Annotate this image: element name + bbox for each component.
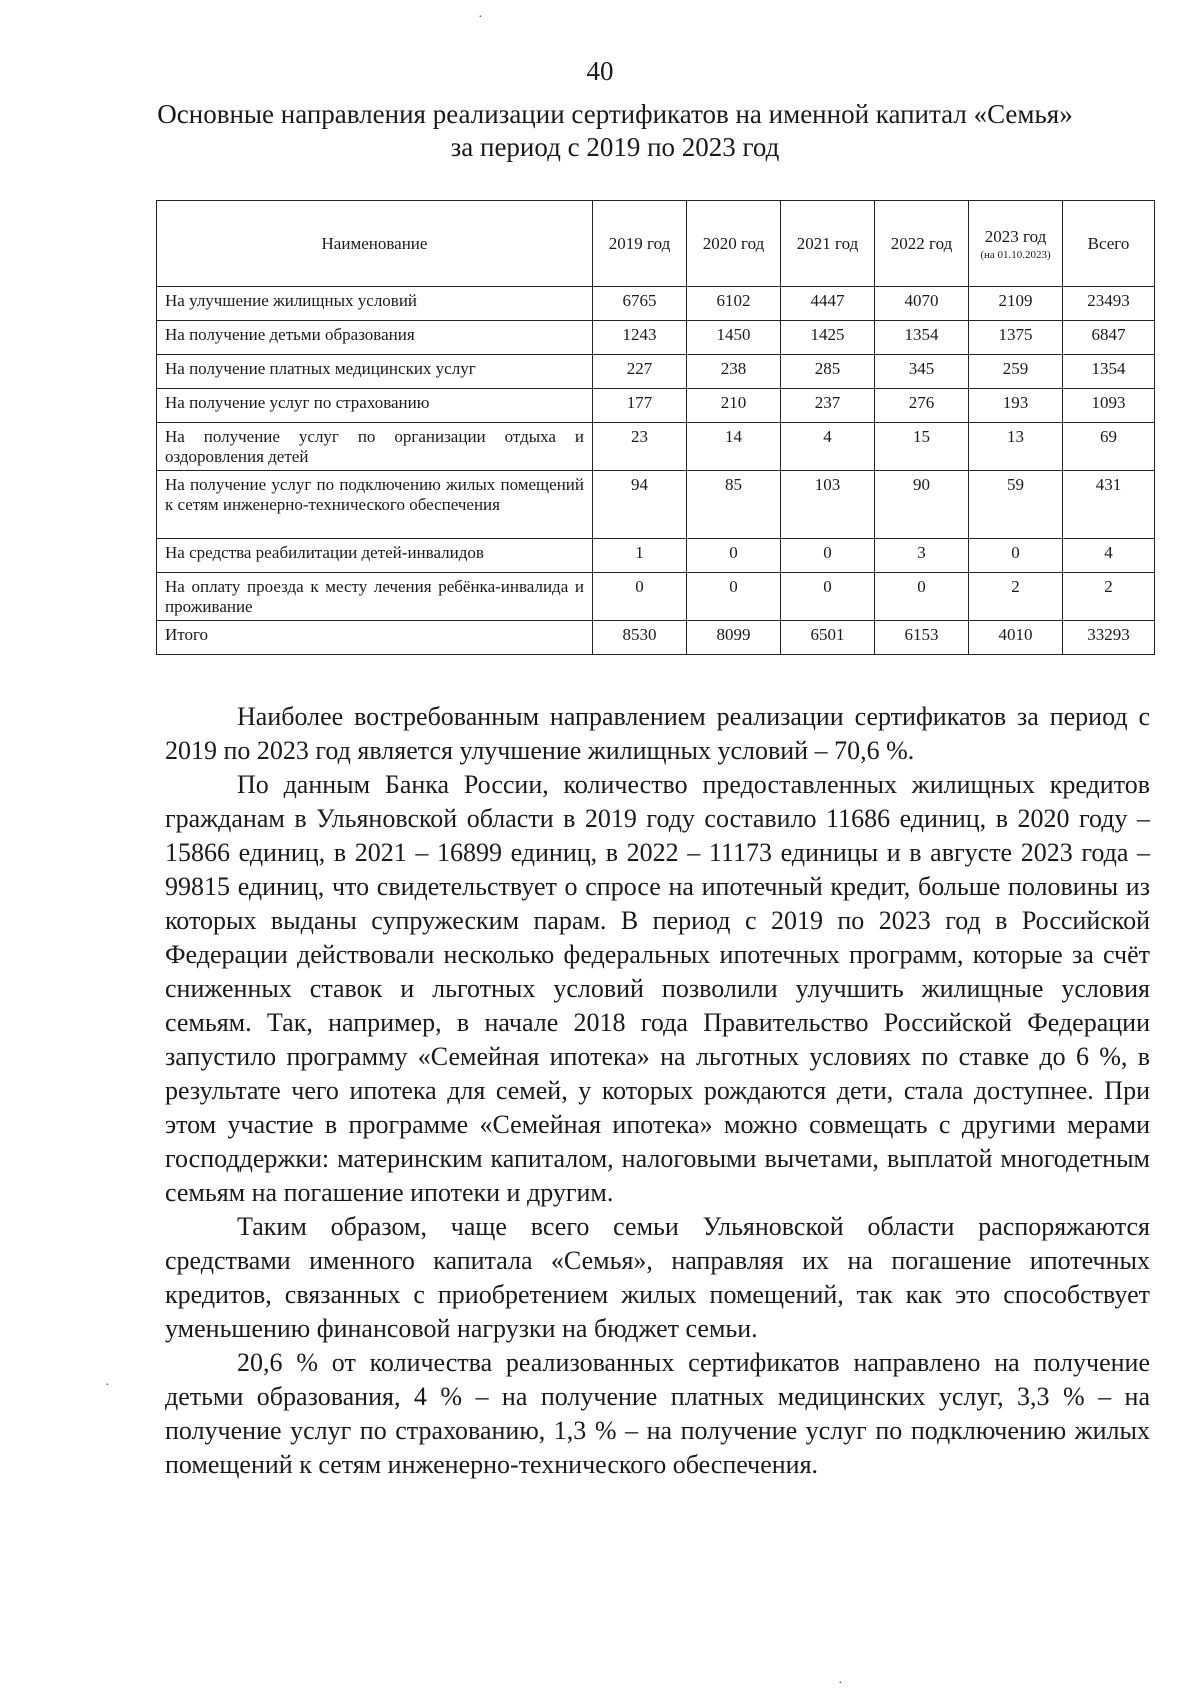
row-value-cell: 8099 <box>687 621 781 655</box>
row-value-cell: 59 <box>969 471 1063 539</box>
table-body <box>157 287 1155 655</box>
table-row <box>157 321 1155 355</box>
row-value-cell: 13 <box>969 423 1063 471</box>
row-value-cell: 0 <box>781 573 875 621</box>
row-value-cell: 14 <box>687 423 781 471</box>
row-value-cell: 33293 <box>1063 621 1155 655</box>
row-value-cell: 210 <box>687 389 781 423</box>
table-row <box>157 389 1155 423</box>
table-row <box>157 423 1155 471</box>
table-header-row <box>157 201 1155 287</box>
table-title-line-2: за период с 2019 по 2023 год <box>450 132 780 162</box>
row-name-cell: На получение детьми образования <box>157 321 593 355</box>
row-value-cell: 23493 <box>1063 287 1155 321</box>
row-value-cell: 1425 <box>781 321 875 355</box>
row-value-cell: 237 <box>781 389 875 423</box>
row-value-cell: 94 <box>593 471 687 539</box>
row-value-cell: 90 <box>875 471 969 539</box>
row-value-cell: 177 <box>593 389 687 423</box>
row-value-cell: 276 <box>875 389 969 423</box>
header-2023 <box>969 201 1063 287</box>
row-value-cell: 1354 <box>875 321 969 355</box>
row-value-cell: 259 <box>969 355 1063 389</box>
table-row <box>157 287 1155 321</box>
header-name: Наименование <box>157 201 593 287</box>
table-title-line-1: Основные направления реализации сертификатов на именной капитал «Семья» <box>157 99 1073 129</box>
row-value-cell: 1450 <box>687 321 781 355</box>
page-number: 40 <box>586 56 614 86</box>
table-row <box>157 539 1155 573</box>
row-value-cell: 6501 <box>781 621 875 655</box>
row-value-cell: 285 <box>781 355 875 389</box>
row-value-cell: 1243 <box>593 321 687 355</box>
scan-mark: · <box>105 1378 110 1393</box>
row-name-cell: На получение услуг по организации отдыха и оздоровления детей <box>157 423 593 471</box>
scan-mark: · <box>478 10 483 25</box>
row-value-cell: 6765 <box>593 287 687 321</box>
body-text <box>165 700 1150 1482</box>
row-value-cell: 0 <box>687 539 781 573</box>
row-value-cell: 345 <box>875 355 969 389</box>
row-value-cell: 6102 <box>687 287 781 321</box>
row-value-cell: 1093 <box>1063 389 1155 423</box>
scan-mark: · <box>838 1676 843 1691</box>
row-name-cell: На получение платных медицинских услуг <box>157 355 593 389</box>
row-name-cell: Итого <box>157 621 593 655</box>
row-name-cell: На оплату проезда к месту лечения ребёнка-инвалида и проживание <box>157 573 593 621</box>
row-value-cell: 0 <box>687 573 781 621</box>
row-value-cell: 0 <box>875 573 969 621</box>
row-value-cell: 103 <box>781 471 875 539</box>
row-name-cell: На получение услуг по подключению жилых помещений к сетям инженерно-технического обеспечения <box>157 471 593 539</box>
row-name-cell: На получение услуг по страхованию <box>157 389 593 423</box>
row-value-cell: 69 <box>1063 423 1155 471</box>
row-value-cell: 238 <box>687 355 781 389</box>
row-value-cell: 23 <box>593 423 687 471</box>
row-value-cell: 15 <box>875 423 969 471</box>
row-value-cell: 0 <box>781 539 875 573</box>
certificates-table <box>156 200 1155 655</box>
row-value-cell: 6153 <box>875 621 969 655</box>
row-value-cell: 6847 <box>1063 321 1155 355</box>
table-row <box>157 471 1155 539</box>
table-row <box>157 573 1155 621</box>
row-value-cell: 227 <box>593 355 687 389</box>
row-value-cell: 2 <box>969 573 1063 621</box>
body-paragraph: 20,6 % от количества реализованных сертификатов направлено на получение детьми образования, 4 % – на получение платных медицинских услуг, 3,3 % – на получение услуг по страхованию, 1,3 % – на получение услуг по подключению жилых помещений к сетям инженерно-технического обеспечения. <box>165 1348 1150 1479</box>
body-paragraph: Наиболее востребованным направлением реализации сертификатов за период с 2019 по 2023 год является улучшение жилищных условий – 70,6 %. <box>165 702 1150 765</box>
row-name-cell: На средства реабилитации детей-инвалидов <box>157 539 593 573</box>
body-paragraph: Таким образом, чаще всего семьи Ульяновской области распоряжаются средствами именного капитала «Семья», направляя их на погашение ипотечных кредитов, связанных с приобретением жилых помещений, так как это способствует уменьшению финансовой нагрузки на бюджет семьи. <box>165 1212 1150 1343</box>
row-value-cell: 3 <box>875 539 969 573</box>
row-value-cell: 4 <box>781 423 875 471</box>
row-value-cell: 2 <box>1063 573 1155 621</box>
row-value-cell: 4 <box>1063 539 1155 573</box>
row-value-cell: 193 <box>969 389 1063 423</box>
row-name-cell: На улучшение жилищных условий <box>157 287 593 321</box>
row-value-cell: 431 <box>1063 471 1155 539</box>
row-value-cell: 4447 <box>781 287 875 321</box>
table-row <box>157 621 1155 655</box>
row-value-cell: 1 <box>593 539 687 573</box>
row-value-cell: 1375 <box>969 321 1063 355</box>
row-value-cell: 8530 <box>593 621 687 655</box>
row-value-cell: 0 <box>593 573 687 621</box>
header-2023-note: (на 01.10.2023) <box>980 248 1051 261</box>
header-2019: 2019 год <box>593 201 687 287</box>
header-2023-label: 2023 год <box>984 226 1047 246</box>
row-value-cell: 85 <box>687 471 781 539</box>
header-2020: 2020 год <box>687 201 781 287</box>
table-title <box>150 98 1080 164</box>
header-2022: 2022 год <box>875 201 969 287</box>
row-value-cell: 0 <box>969 539 1063 573</box>
row-value-cell: 4010 <box>969 621 1063 655</box>
table-row <box>157 355 1155 389</box>
row-value-cell: 2109 <box>969 287 1063 321</box>
body-paragraph: По данным Банка России, количество предоставленных жилищных кредитов гражданам в Ульяновской области в 2019 году составило 11686 единиц, в 2020 году – 15866 единиц, в 2021 – 16899 единиц, в 2022 – 11173 единицы и в августе 2023 года – 99815 единиц, что свидетельствует о спросе на ипотечный кредит, больше половины из которых выданы супружеским парам. В период с 2019 по 2023 год в Российской Федерации действовали несколько федеральных ипотечных программ, которые за счёт сниженных ставок и льготных условий позволили улучшить жилищные условия семьям. Так, например, в начале 2018 года Правительство Российской Федерации запустило программу «Семейная ипотека» на льготных условиях по ставке до 6 %, в результате чего ипотека для семей, у которых рождаются дети, стала доступнее. При этом участие в программе «Семейная ипотека» можно совмещать с другими мерами господдержки: материнским капиталом, налоговыми вычетами, выплатой многодетным семьям на погашение ипотеки и другим. <box>165 770 1150 1207</box>
header-total: Всего <box>1063 201 1155 287</box>
row-value-cell: 1354 <box>1063 355 1155 389</box>
header-2021: 2021 год <box>781 201 875 287</box>
row-value-cell: 4070 <box>875 287 969 321</box>
